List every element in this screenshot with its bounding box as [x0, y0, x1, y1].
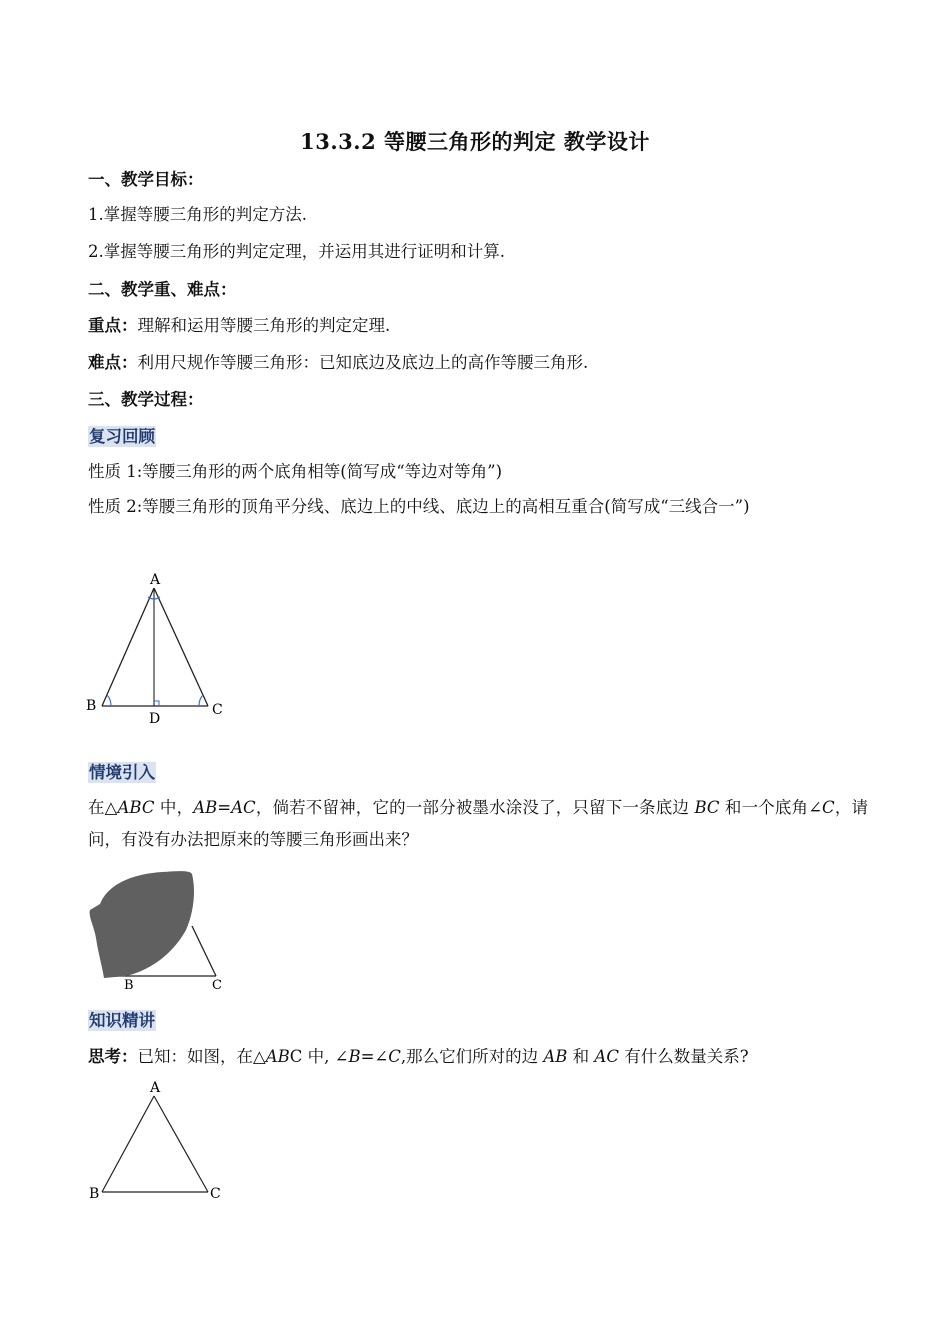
section-key-points-heading: 二、教学重、难点：: [88, 280, 237, 299]
difficulty-line: [88, 351, 588, 375]
section-objectives-heading: 一、教学目标：: [88, 170, 204, 189]
objective-item-1: 1.掌握等腰三角形的判定方法.: [88, 205, 307, 224]
property-1: 性质 1:等腰三角形的两个底角相等(简写成“等边对等角”): [88, 462, 503, 481]
think-text-2: =∠: [360, 1047, 389, 1066]
think-text-4: 和: [567, 1047, 595, 1066]
review-tag-line: [88, 425, 156, 449]
think-label: 思考：: [88, 1047, 138, 1066]
scenario-tag: 情境引入: [89, 763, 155, 782]
knowledge-tag: 知识精讲: [89, 1011, 155, 1030]
knowledge-tag-line: [88, 1009, 156, 1033]
key-point-line: [88, 314, 390, 338]
scenario-abc: ABC: [117, 798, 155, 817]
think-c: C: [388, 1047, 401, 1066]
think-text-5: 有什么数量关系?: [618, 1047, 749, 1066]
scenario-text-1: 在△: [88, 798, 118, 817]
scenario-bc: BC: [694, 798, 720, 817]
review-tag: 复习回顾: [89, 427, 155, 446]
think-ab-in-abc: AB: [265, 1047, 290, 1066]
property-2: 性质 2:等腰三角形的顶角平分线、底边上的中线、底边上的高相互重合(简写成“三线合一”): [88, 497, 750, 516]
think-ab: AB: [543, 1047, 568, 1066]
label-b: B: [86, 698, 97, 714]
blot-label-c: C: [212, 978, 222, 993]
difficulty-text: 利用尺规作等腰三角形：已知底边及底边上的高作等腰三角形.: [137, 353, 589, 372]
think-text-1b: C 中, ∠: [289, 1047, 349, 1066]
key-point-label: 重点：: [88, 316, 138, 335]
label-d: D: [149, 711, 161, 726]
page-title: 13.3.2 等腰三角形的判定 教学设计: [300, 129, 650, 154]
label-a: A: [150, 572, 161, 588]
scenario-paragraph: [88, 792, 868, 856]
scenario-c: C: [822, 798, 835, 817]
objective-item-2: 2.掌握等腰三角形的判定定理，并运用其进行证明和计算.: [88, 242, 505, 261]
think-label-b: B: [89, 1186, 100, 1202]
think-label-a: A: [150, 1080, 161, 1096]
scenario-ac: AC: [231, 798, 256, 817]
scenario-ab: AB: [193, 798, 218, 817]
scenario-text-2: 中，: [154, 798, 194, 817]
think-text-3: ,那么它们所对的边: [400, 1047, 544, 1066]
triangle-altitude-figure: [82, 568, 232, 726]
think-question: [88, 1045, 749, 1069]
scenario-tag-line: [88, 761, 156, 785]
difficulty-label: 难点：: [88, 353, 138, 372]
scenario-eq: =: [217, 798, 232, 817]
section-process-heading: 三、教学过程：: [88, 390, 204, 409]
label-c: C: [212, 702, 223, 718]
triangle-abc-figure: [82, 1076, 232, 1204]
ink-blot-triangle-figure: [82, 866, 232, 994]
scenario-text-4: 和一个底角∠: [719, 798, 823, 817]
scenario-text-5: ，请问，有没有办法把原来的等腰三角形画出来？: [88, 798, 868, 849]
blot-label-b: B: [124, 978, 134, 993]
think-text-1: 已知：如图，在△: [137, 1047, 266, 1066]
think-label-c: C: [210, 1186, 221, 1202]
think-b: B: [348, 1047, 361, 1066]
think-ac: AC: [594, 1047, 619, 1066]
key-point-text: 理解和运用等腰三角形的判定定理.: [137, 316, 391, 335]
scenario-text-3: ，倘若不留神，它的一部分被墨水涂没了，只留下一条底边: [255, 798, 695, 817]
